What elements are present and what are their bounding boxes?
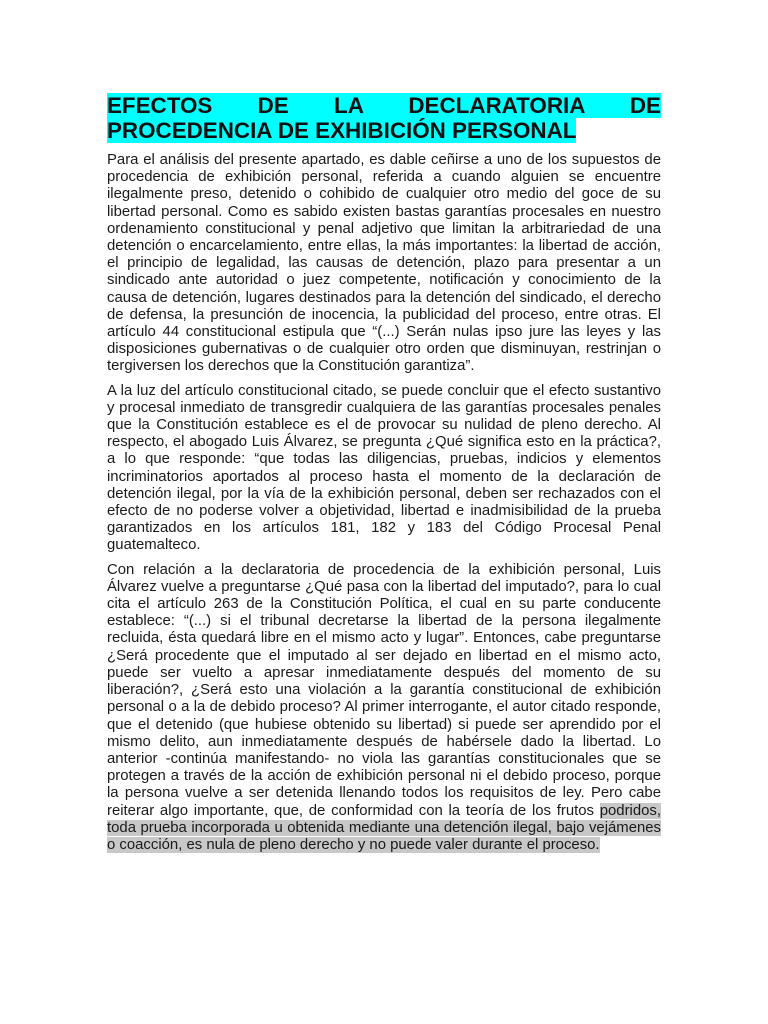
paragraph-3	[107, 562, 661, 854]
paragraph-2: A la luz del artículo constitucional citado, se puede concluir que el efecto sustantivo y procesal inmediato de transgredir cualquiera de las garantías procesales penales que la Constitución establece es el de provocar su nulidad de pleno derecho. Al respecto, el abogado Luis Álvarez, se pregunta ¿Qué significa esto en la práctica?, a lo que responde: “que todas las diligencias, pruebas, indicios y elementos incriminatorios aportados al proceso hasta el momento de la declaración de detención ilegal, por la vía de la exhibición personal, deben ser rechazados con el efecto de no poderse volver a objetividad, libertad e inadmisibilidad de la prueba garantizados en los artículos 181, 182 y 183 del Código Procesal Penal guatemalteco.	[107, 382, 661, 554]
document-title	[107, 94, 661, 143]
paragraph-3-text: Con relación a la declaratoria de procedencia de la exhibición personal, Luis Álvarez vuelve a preguntarse ¿Qué pasa con la libertad del imputado?, para lo cual cita el artículo 263 de la Constitución Política, el cual en su parte conducente establece: “(...) si el tribunal decretarse la libertad de la persona ilegalmente recluida, ésta quedará libre en el mismo acto y lugar”. Entonces, cabe preguntarse ¿Será procedente que el imputado al ser dejado en libertad en el mismo acto, puede ser vuelto a apresar inmediatamente después del momento de su liberación?, ¿Será esto una violación a la garantía constitucional de exhibición personal o a la de debido proceso? Al primer interrogante, el autor citado responde, que el detenido (que hubiese obtenido su libertad) si puede ser aprendido por el mismo delito, aun inmediatamente después de habérsele dado la libertad. Lo anterior -continúa manifestando- no viola las garantías constitucionales que se protegen a través de la acción de exhibición personal ni el debido proceso, porque la persona vuelve a ser detenida llenando todos los requisitos de ley. Pero cabe reiterar algo importante, que, de conformidad con la teoría de los frutos	[107, 561, 661, 819]
selected-text-highlight[interactable]: podridos, toda prueba incorporada u obtenida mediante una detención ilegal, bajo vejámenes o coacción, es nula de pleno derecho y no puede valer durante el proceso.	[107, 802, 661, 853]
document-page	[107, 94, 661, 861]
title-highlight: EFECTOS DE LA DECLARATORIA DE PROCEDENCIA DE EXHIBICIÓN PERSONAL	[107, 93, 661, 143]
paragraph-1: Para el análisis del presente apartado, es dable ceñirse a uno de los supuestos de procedencia de exhibición personal, referida a cuando alguien se encuentre ilegalmente preso, detenido o cohibido de cualquier otro medio del goce de su libertad personal. Como es sabido existen bastas garantías procesales en nuestro ordenamiento constitucional y penal adjetivo que limitan la arbitrariedad de una detención o encarcelamiento, entre ellas, la más importantes: la libertad de acción, el principio de legalidad, las causas de detención, plazo para presentar a un sindicado ante autoridad o juez competente, notificación y conocimiento de la causa de detención, lugares destinados para la detención del sindicado, el derecho de defensa, la presunción de inocencia, la publicidad del proceso, entre otras. El artículo 44 constitucional estipula que “(...) Serán nulas ipso jure las leyes y las disposiciones gubernativas o de cualquier otro orden que disminuyan, restrinjan o tergiversen los derechos que la Constitución garantiza”.	[107, 152, 661, 375]
